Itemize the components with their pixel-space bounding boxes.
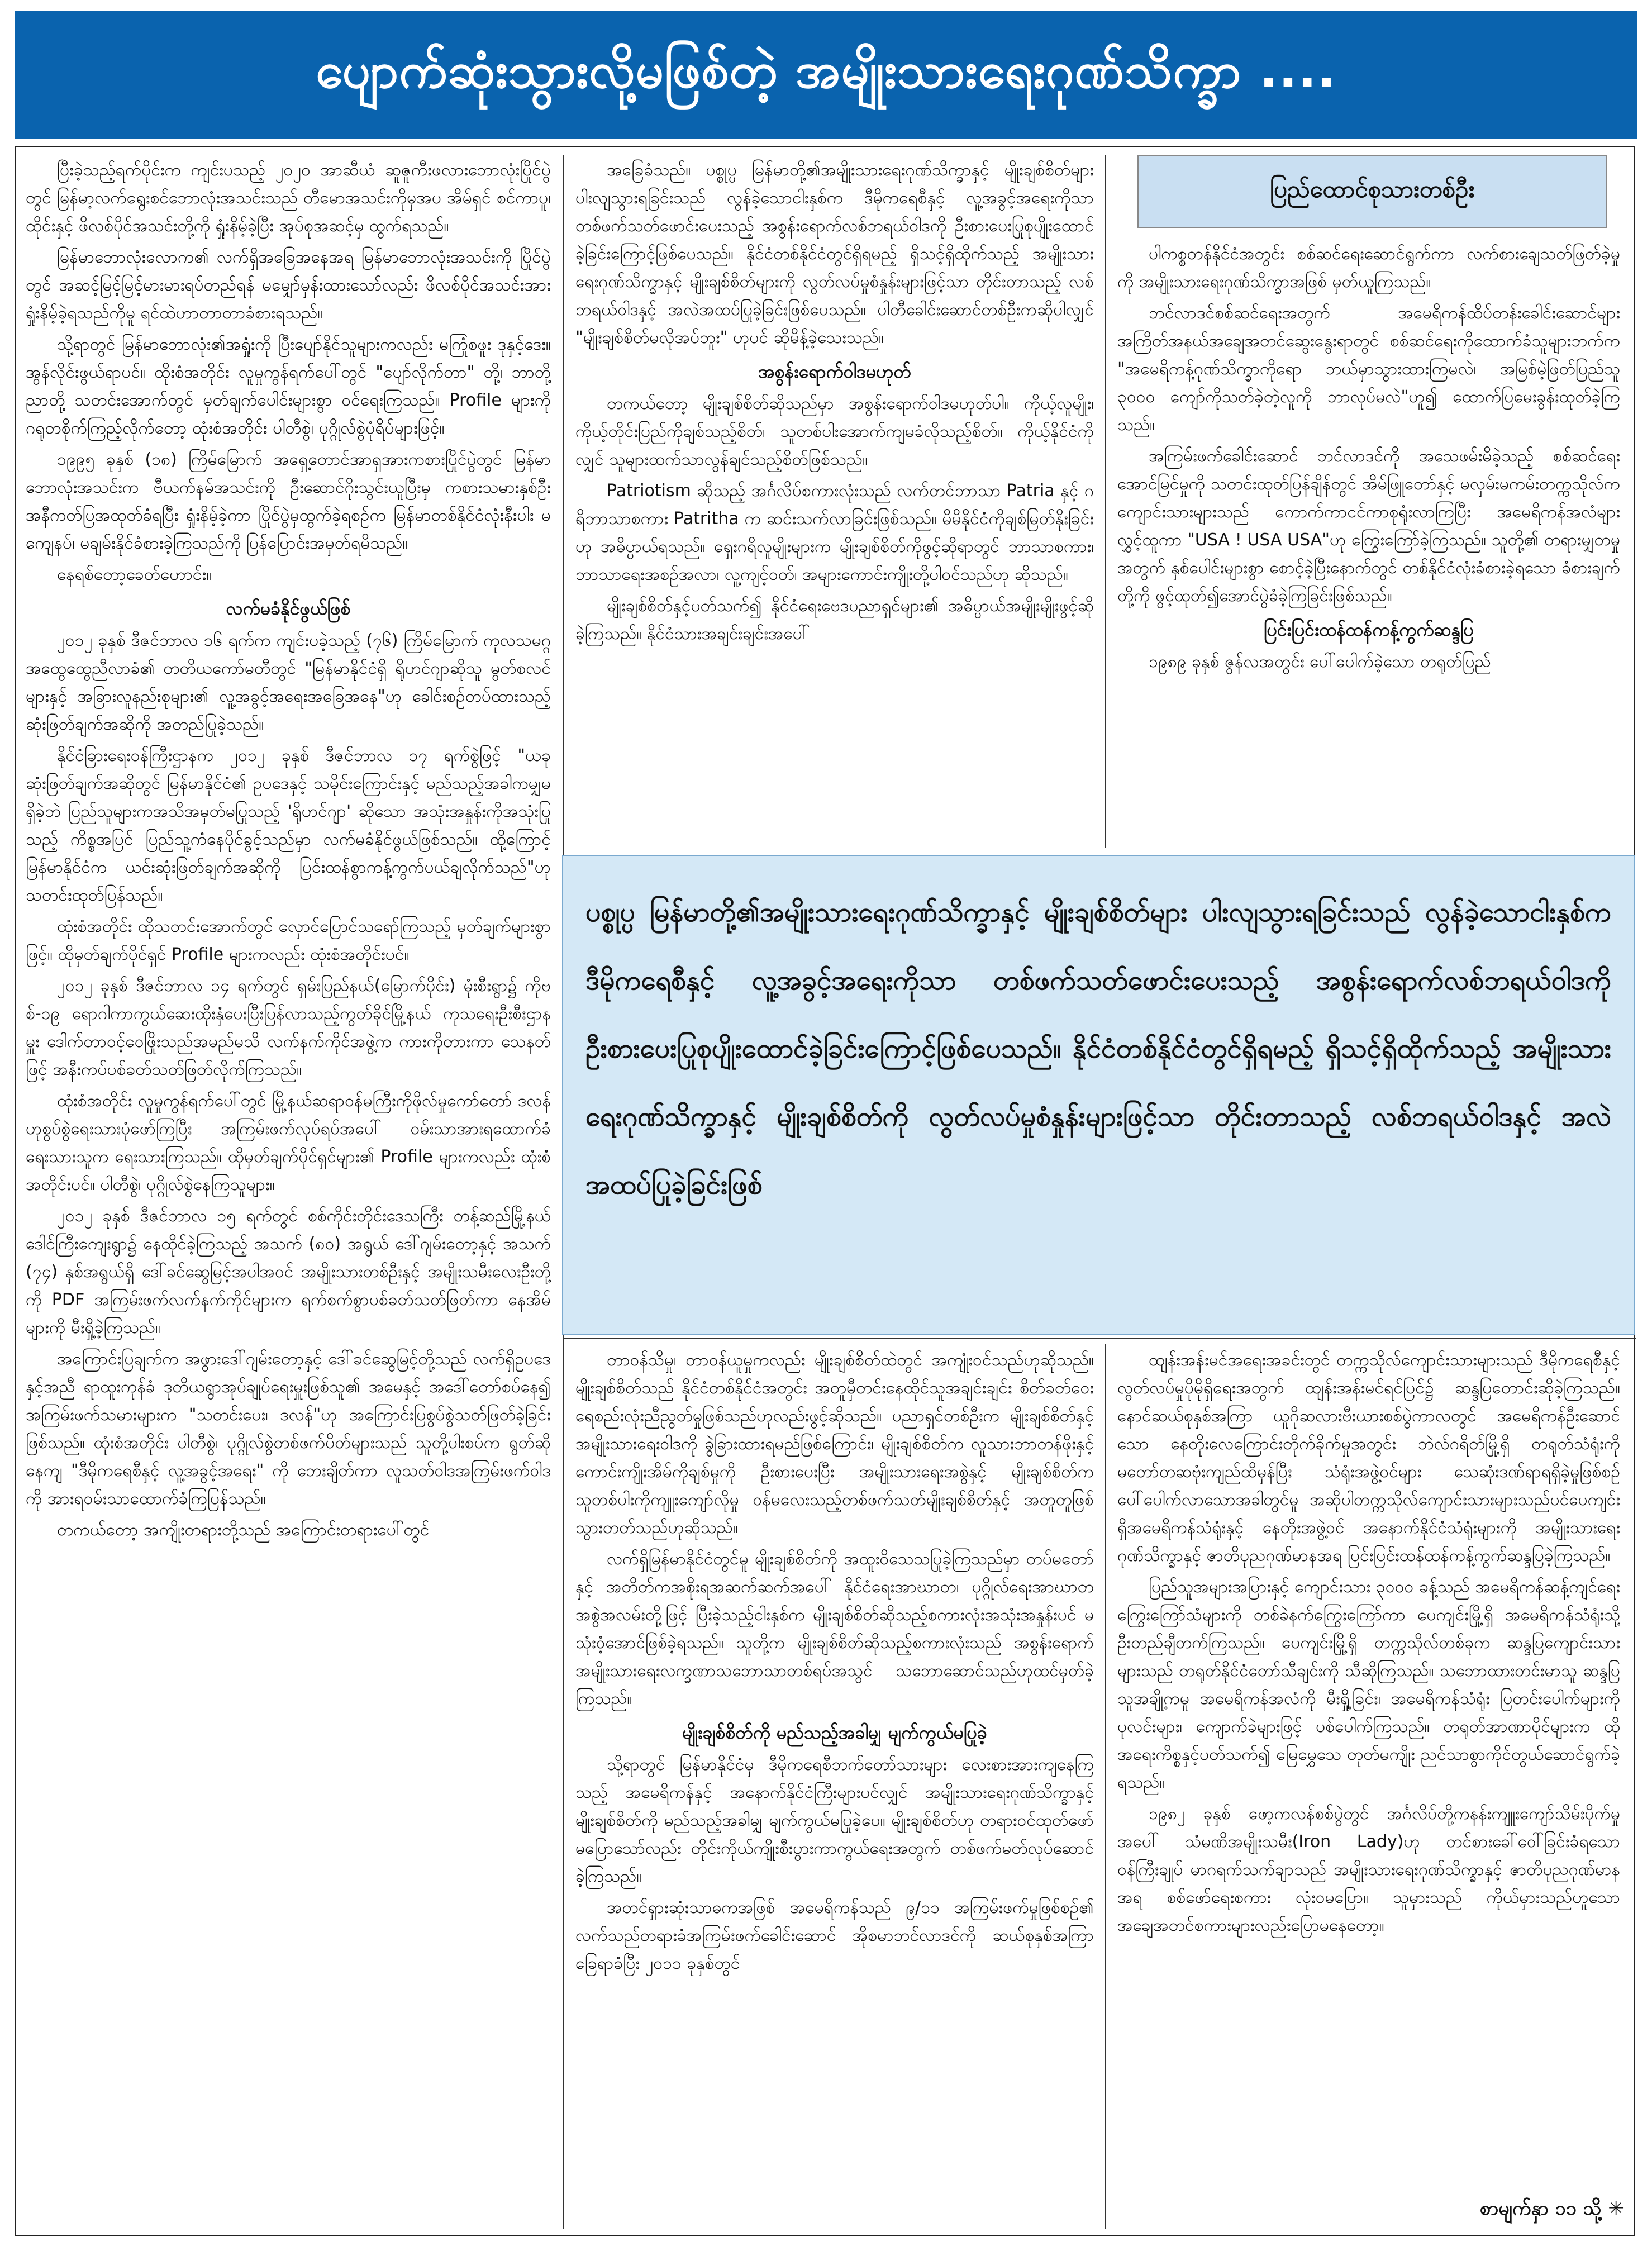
paragraph: ၂၀၁၂ ခုနှစ် ဒီဇင်ဘာလ ၁၆ ရက်က ကျင်းပခဲ့သည့် (၇၆) ကြိမ်မြောက် ကုလသမဂ္ဂအထွေထွေညီလာခံ၏ တတိယကော်မတီတွင် "မြန်မာနိုင်ငံရှိ ရိုဟင်ဂျာဆိုသူ မွတ်စလင်များနှင့် အခြားလူနည်းစုများ၏ လူ့အခွင့်အရေးအခြေအနေ"ဟု ခေါင်းစဉ်တပ်ထားသည့် ဆုံးဖြတ်ချက်အဆိုကို အတည်ပြုခဲ့သည်။ xyxy=(26,631,551,734)
subheading: မျိုးချစ်စိတ်ကို မည်သည့်အခါမျှ မျက်ကွယ်မပြုခဲ့ xyxy=(682,1722,987,1743)
subheading: အစွန်းရောက်ဝါဒမဟုတ် xyxy=(758,361,911,382)
paragraph: ၁၉၉၅ ခုနှစ် (၁၈) ကြိမ်မြောက် အရှေ့တောင်အာရှအားကစားပြိုင်ပွဲတွင် မြန်မာဘောလုံးအသင်းက ဗီယက်နမ်အသင်းကို ဦးဆောင်ဂိုးသွင်းယူပြီးမှ ကစားသမားနှစ်ဦး အနီကတ်ပြအထုတ်ခံရပြီး ရှုံးနိမ့်ခဲ့ကာ ပြိုင်ပွဲမှထွက်ခဲ့ရစဉ်က မြန်မာတစ်နိုင်ငံလုံးနီးပါး မကျေနပ်၊ မချမ်းနိုင်ခံစားခဲ့ကြသည်ကို ပြန်ပြောင်းအမှတ်ရမိသည်။ xyxy=(26,450,551,553)
paragraph: သို့ရာတွင် မြန်မာနိုင်ငံမှ ဒီမိုကရေစီဘက်တော်သားများ လေးစားအားကျနေကြသည့် အမေရိကန်နှင့် အနောက်နိုင်ငံကြီးများပင်လျှင် အမျိုးသားရေးဂုဏ်သိက္ခာနှင့် မျိုးချစ်စိတ်ကို မည်သည့်အခါမျှ မျက်ကွယ်မပြုခဲ့ပေ။ မျိုးချစ်စိတ်ဟု တရားဝင်ထုတ်ဖော်မပြောသော်လည်း တိုင်းကိုယ်ကျိုးစီးပွားကာကွယ်ရေးအတွက် တစ်ဖက်မတ်လုပ်ဆောင်ခဲ့ကြသည်။ xyxy=(575,1755,1094,1886)
column-divider xyxy=(1105,1344,1106,2229)
paragraph: မြန်မာဘောလုံးလောက၏ လက်ရှိအခြေအနေအရ မြန်မာဘောလုံးအသင်းကို ပြိုင်ပွဲတွင် အဆင့်မြင့်မြင့်မားမားရပ်တည်ရန် မမျှော်မှန်းထားသော်လည်း ဖိလစ်ပိုင်အသင်းအား ရှုံးနိမ့်ခဲ့ရသည်ကိုမူ ရင်ထဲဟာတာတာခံစားရသည်။ xyxy=(26,248,551,323)
headline-banner xyxy=(15,11,1637,139)
paragraph: အတင်ရှားဆုံးသာဓကအဖြစ် အမေရိကန်သည် ၉/၁၁ အကြမ်းဖက်မှုဖြစ်စဉ်၏ လက်သည်တရားခံအကြမ်းဖက်ခေါင်းဆောင် အိုစမာဘင်လာဒင်ကို ဆယ်စုနှစ်အကြာခြေရာခံပြီး ၂၀၁၁ ခုနှစ်တွင် xyxy=(575,1898,1094,1973)
paragraph: ထျန်းအန်းမင်အရေးအခင်းတွင် တက္ကသိုလ်ကျောင်းသားများသည် ဒီမိုကရေစီနှင့်လွတ်လပ်မှုပိုမိုရှိရေးအတွက် ထျန်းအန်းမင်ရင်ပြင်၌ ဆန္ဒပြတောင်းဆိုခဲ့ကြသည်။ နောင်ဆယ်စုနှစ်အကြာ ယူဂိုဆလားဗီးယားစစ်ပွဲကာလတွင် အမေရိကန်ဦးဆောင်သော နေတိုးလေကြောင်းတိုက်ခိုက်မှုအတွင်း ဘဲလ်ဂရိတ်မြို့ရှိ တရုတ်သံရုံးကိုမတော်တဆဗုံးကျည်ထိမှန်ပြီး သံရုံးအဖွဲ့ဝင်များ သေဆုံးဒဏ်ရာရရှိခဲ့မှုဖြစ်စဉ်ပေါ်ပေါက်လာသောအခါတွင်မူ အဆိုပါတက္ကသိုလ်ကျောင်းသားများသည်ပင်ပေကျင်းရှိအမေရိကန်သံရုံးနှင့် နေတိုးအဖွဲ့ဝင် အနောက်နိုင်ငံသံရုံးများကို အမျိုးသားရေးဂုဏ်သိက္ခာနှင့် ဇာတိပုညဂုဏ်မာနအရ ပြင်းပြင်းထန်ထန်ကန့်ကွက်ဆန္ဒပြခဲ့ကြသည်။ xyxy=(1117,1350,1620,1565)
column-3 xyxy=(1117,240,1620,847)
subheading: လက်မခံနိုင်ဖွယ်ဖြစ် xyxy=(226,598,351,619)
column-1 xyxy=(26,156,551,2229)
headline: ပျောက်ဆုံးသွားလို့မဖြစ်တဲ့ အမျိုးသားရေးဂုဏ်သိက္ခာ .... xyxy=(316,41,1336,99)
paragraph: ၂၀၁၂ ခုနှစ် ဒီဇင်ဘာလ ၁၅ ရက်တွင် စစ်ကိုင်းတိုင်းဒေသကြီး တန့်ဆည်မြို့နယ် ဒေါင်ကြီးကျေးရွာ၌ နေထိုင်ခဲ့ကြသည့် အသက် (၈၀) အရွယ် ဒေါ်ဂျမ်းတော့နှင့် အသက် (၇၄) နှစ်အရွယ်ရှိ ဒေါ်ခင်ဆွေမြင့်အပါအဝင် အမျိုးသားတစ်ဦးနှင့် အမျိုးသမီးလေးဦးတို့ကို PDF အကြမ်းဖက်လက်နက်ကိုင်များက ရက်စက်စွာပစ်ခတ်သတ်ဖြတ်ကာ နေအိမ်များကို မီးရှို့ခဲ့ကြသည်။ xyxy=(26,1206,551,1338)
paragraph: နိုင်ငံခြားရေးဝန်ကြီးဌာနက ၂၀၁၂ ခုနှစ် ဒီဇင်ဘာလ ၁၇ ရက်စွဲဖြင့် "ယခုဆုံးဖြတ်ချက်အဆိုတွင် မြန်မာနိုင်ငံ၏ ဥပဒေနှင့် သမိုင်းကြောင်းနှင့် မည်သည့်အခါကမျှမရှိခဲ့ဘဲ ပြည်သူများကအသိအမှတ်မပြုသည့် 'ရိုဟင်ဂျာ' ဆိုသော အသုံးအနှုန်းကိုအသုံးပြုသည့် ကိစ္စအပြင် ပြည်သူ့ကံနေပိုင်ခွင့်သည်မှာ လက်မခံနိုင်ဖွယ်ဖြစ်သည်။ ထို့ကြောင့် မြန်မာနိုင်ငံက ယင်းဆုံးဖြတ်ချက်အဆိုကို ပြင်းထန်စွာကန့်ကွက်ပယ်ချလိုက်သည်"ဟု သတင်းထုတ်ပြန်သည်။ xyxy=(26,746,551,905)
paragraph: တကယ်တော့ မျိုးချစ်စိတ်ဆိုသည်မှာ အစွန်းရောက်ဝါဒမဟုတ်ပါ။ ကိုယ့်လူမျိုး၊ ကိုယ့်တိုင်းပြည်ကိုချစ်သည့်စိတ်၊ သူတစ်ပါးအောက်ကျမခံလိုသည့်စိတ်။ ကိုယ့်နိုင်ငံကိုလျှင် သူများထက်သာလွန်ချင်သည့်စိတ်ဖြစ်သည်။ xyxy=(575,394,1094,469)
paragraph: ၁၉၈၂ ခုနှစ် ဖော့ကလန်စစ်ပွဲတွင် အင်္ဂလိပ်တို့ကနန်းကျူးကျော်သိမ်းပိုက်မှုအပေါ် သံမဏိအမျိုးသမီး(Iron Lady)ဟု တင်စားခေါ်ဝေါ်ခြင်းခံရသော ဝန်ကြီးချုပ် မာဂရက်သက်ချာသည် အမျိုးသားရေးဂုဏ်သိက္ခာနှင့် ဇာတိပုညဂုဏ်မာနအရ စစ်ဖော်ရေးစကား လုံးဝမပြော။ သူမှားသည် ကိုယ်မှားသည်ဟူသော အချေအတင်စကားများလည်းပြောမနေတော့။ xyxy=(1117,1804,1620,1935)
byline-box xyxy=(1137,155,1607,228)
pull-quote: ပစ္စုပ္ပ မြန်မာတို့၏အမျိုးသားရေးဂုဏ်သိက္ခာနှင့် မျိုးချစ်စိတ်များ ပါးလျသွားရခြင်းသည် လွန်ခဲ့သောငါးနှစ်က ဒီမိုကရေစီနှင့် လူ့အခွင့်အရေးကိုသာ တစ်ဖက်သတ်ဖောင်းပေးသည့် အစွန်းရောက်လစ်ဘရယ်ဝါဒကို ဦးစားပေးပြုစုပျိုးထောင်ခဲ့ခြင်းကြောင့်ဖြစ်ပေသည်။ နိုင်ငံတစ်နိုင်ငံတွင်ရှိရမည့် ရှိသင့်ရှိထိုက်သည့် အမျိုးသားရေးဂုဏ်သိက္ခာနှင့် မျိုးချစ်စိတ်ကို လွတ်လပ်မှုစံနှုန်းများဖြင့်သာ တိုင်းတာသည့် လစ်ဘရယ်ဝါဒနှင့် အလဲအထပ်ပြုခဲ့ခြင်းဖြစ် xyxy=(562,855,1635,1335)
column-4 xyxy=(575,1346,1094,2229)
continued-on-page: စာမျက်နှာ ၁၁ သို့ ✳ xyxy=(1480,2197,1624,2220)
paragraph: သို့ရာတွင် မြန်မာဘောလုံး၏အရှုံးကို ပြီးပျော်နိုင်သူများကလည်း မကြုံစဖူး ဒုနှင့်ဒေး။ အွန်လိုင်းဖွယ်ရာပင်။ ထိုးစံအတိုင်း လူမှုကွန်ရက်ပေါ်တွင် "ပျော်လိုက်တာ" တို့၊ ဘာတို့ညာတို့ သတင်းအောက်တွင် မှတ်ချက်ပေါင်းများစွာ ဝင်ရေးကြသည်။ Profile များကို ဂရုတစိုက်ကြည့်လိုက်တော့ ထုံးစံအတိုင်း ပါတီစွဲ၊ ပုဂ္ဂိုလ်စွဲပုံရိပ်များဖြင့်။ xyxy=(26,335,551,438)
byline: ပြည်ထောင်စုသားတစ်ဦး xyxy=(1269,175,1475,203)
paragraph: ပြည်သူအများအပြားနှင့် ကျောင်းသား ၃၀၀၀ ခန့်သည် အမေရိကန်ဆန့်ကျင်ရေး ကြွေးကြော်သံများကို တစ်ခဲနက်ကြွေးကြော်ကာ ပေကျင်းမြို့ရှိ အမေရိကန်သံရုံးသို့ ဦးတည်ချီတက်ကြသည်။ ပေကျင်းမြို့ရှိ တက္ကသိုလ်တစ်ခုက ဆန္ဒပြကျောင်းသားများသည် တရုတ်နိုင်ငံတော်သီချင်းကို သီဆိုကြသည်။ သဘောထားတင်းမာသူ ဆန္ဒပြသူအချို့ကမူ အမေရိကန်အလံကို မီးရှို့ခြင်း၊ အမေရိကန်သံရုံး ပြတင်းပေါက်များကို ပုလင်းများ၊ ကျောက်ခဲများဖြင့် ပစ်ပေါက်ကြသည်။ တရုတ်အာဏာပိုင်များက ထိုအရေးကိစ္စနှင့်ပတ်သက်၍ မြေမွှေသေ တုတ်မကျိုး ညင်သာစွာကိုင်တွယ်ဆောင်ရွက်ခဲ့ရသည်။ xyxy=(1117,1577,1620,1792)
paragraph: မျိုးချစ်စိတ်နှင့်ပတ်သက်၍ နိုင်ငံရေးဗေဒပညာရှင်များ၏ အဓိပ္ပာယ်အမျိုးမျိုးဖွင့်ဆိုခဲ့ကြသည်။ နိုင်ငံသားအချင်းချင်းအပေါ် xyxy=(575,596,1094,644)
paragraph: အကြောင်းပြချက်က အဖွားဒေါ်ဂျမ်းတော့နှင့် ဒေါ်ခင်ဆွေမြင့်တို့သည် လက်ရှိဥပဒေနှင့်အညီ ရာထူးကုန်ခံ ဒုတိယရွာအုပ်ချုပ်ရေးမှူးဖြစ်သူ၏ အမေနှင့် အဒေါ်တော်စပ်နေ၍ အကြမ်းဖက်သမားများက "သတင်းပေး၊ ဒလန်"ဟု အကြောင်းပြစွပ်စွဲသတ်ဖြတ်ခဲ့ခြင်းဖြစ်သည်။ ထုံးစံအတိုင်း ပါတီစွဲ၊ ပုဂ္ဂိုလ်စွဲတစ်ဖက်ပိတ်များသည် သူတို့ပါးစပ်က ရွတ်ဆိုနေကျ "ဒီမိုကရေစီနှင့် လူ့အခွင့်အရေး" ကို ဘေးချိတ်ကာ လူသတ်ဝါဒအကြမ်းဖက်ဝါဒကို အားရဝမ်းသာထောက်ခံကြပြန်သည်။ xyxy=(26,1349,551,1508)
column-2 xyxy=(575,156,1094,847)
paragraph: ထုံးစံအတိုင်း ထိုသတင်းအောက်တွင် လှောင်ပြောင်သရော်ကြသည့် မှတ်ချက်များစွာဖြင့်။ ထိုမှတ်ချက်ပိုင်ရှင် Profile များကလည်း ထုံးစံအတိုင်းပင်။ xyxy=(26,917,551,964)
paragraph: ပါကစ္စတန်နိုင်ငံအတွင်း စစ်ဆင်ရေးဆောင်ရွက်ကာ လက်စားချေသတ်ဖြတ်ခဲ့မှုကို အမျိုးသားရေးဂုဏ်သိက္ခာအဖြစ် မှတ်ယူကြသည်။ xyxy=(1117,244,1620,292)
subheading: ပြင်းပြင်းထန်ထန်ကန့်ကွက်ဆန္ဒပြ xyxy=(1264,619,1474,640)
column-divider xyxy=(1105,155,1106,848)
paragraph: တာဝန်သိမှု၊ တာဝန်ယူမှုကလည်း မျိုးချစ်စိတ်ထဲတွင် အကျုံးဝင်သည်ဟုဆိုသည်။ မျိုးချစ်စိတ်သည် နိုင်ငံတစ်နိုင်ငံအတွင်း အတူမှီတင်းနေထိုင်သူအချင်းချင်း စိတ်ခတ်ဝေးရေစည်းလုံးညီညွတ်မှုဖြစ်သည်ဟုလည်းဖွင့်ဆိုသည်။ ပညာရှင်တစ်ဦးက မျိုးချစ်စိတ်နှင့် အမျိုးသားရေးဝါဒကို ခွဲခြားထားရမည်ဖြစ်ကြောင်း၊ မျိုးချစ်စိတ်က လူသားဘာတန်ဖိုးနှင့် ကောင်းကျိုးအိမ်ကိုချစ်မှုကို ဦးစားပေးပြီး အမျိုးသားရေးအစွဲနှင့် မျိုးချစ်စိတ်က သူတစ်ပါးကိုကျူးကျော်လိုမှု ဝန်မလေးသည့်တစ်ဖက်သတ်မျိုးချစ်စိတ်နှင့် အတူတူဖြစ်သွားတတ်သည်ဟုဆိုသည်။ xyxy=(575,1350,1094,1538)
paragraph: အကြမ်းဖက်ခေါင်းဆောင် ဘင်လာဒင်ကို အသေဖမ်းမိခဲ့သည့် စစ်ဆင်ရေးအောင်မြင်မှုကို သတင်းထုတ်ပြန်ချိန်တွင် အိမ်ဖြူတော်နှင့် မလှမ်းမကမ်းတက္ကသိုလ်က ကျောင်းသားများသည် ကောက်ကာငင်ကာစုရုံးလာကြပြီး အမေရိကန်အလံများ လွှင့်ထူကာ "USA ! USA USA"ဟု ကြွေးကြော်ခဲ့ကြသည်။ သူတို့၏ တရားမျှတမှုအတွက် နှစ်ပေါင်းများစွာ စောင့်ခဲ့ပြီးနောက်တွင် တစ်နိုင်ငံလုံးခံစားခဲ့ရသော ခံစားချက်တို့ကို ဖွင့်ထုတ်၍အောင်ပွဲခံခဲ့ကြခြင်းဖြစ်သည်။ xyxy=(1117,446,1620,606)
paragraph: တကယ်တော့ အကျိုးတရားတို့သည် အကြောင်းတရားပေါ်တွင် xyxy=(57,1520,430,1540)
paragraph: ဘင်လာဒင်စစ်ဆင်ရေးအတွက် အမေရိကန်ထိပ်တန်းခေါင်းဆောင်များ အကြိတ်အနယ်အချေအတင်ဆွေးနွေးရာတွင် စစ်ဆင်ရေးကိုထောက်ခံသူများဘက်က "အမေရိကန့်ဂုဏ်သိက္ခာကိုရော ဘယ်မှာသွားထားကြမလဲ၊ အမြစ်မဲ့ဖြတ်ပြည်သူ ၃၀၀၀ ကျော်ကိုသတ်ခဲ့တဲ့လူကို ဘာလုပ်မလဲ"ဟူ၍ ထောက်ပြမေးခွန်းထုတ်ခဲ့ကြသည်။ xyxy=(1117,303,1620,435)
paragraph: အခြေခံသည်။ ပစ္စုပ္ပ မြန်မာတို့၏အမျိုးသားရေးဂုဏ်သိက္ခာနှင့် မျိုးချစ်စိတ်များ ပါးလျသွားရခြင်းသည် လွန်ခဲ့သောငါးနှစ်က ဒီမိုကရေစီနှင့် လူ့အခွင့်အရေးကိုသာ တစ်ဖက်သတ်ဖောင်းပေးသည့် အစွန်းရောက်လစ်ဘရယ်ဝါဒကို ဦးစားပေးပြုစုပျိုးထောင်ခဲ့ခြင်းကြောင့်ဖြစ်ပေသည်။ နိုင်ငံတစ်နိုင်ငံတွင်ရှိရမည့် ရှိသင့်ရှိထိုက်သည့် အမျိုးသားရေးဂုဏ်သိက္ခာနှင့် မျိုးချစ်စိတ်များကို လွတ်လပ်မှုစံနှုန်းများဖြင့်သာ တိုင်းတာသည့် လစ်ဘရယ်ဝါဒနှင့် အလဲအထပ်ပြုခဲ့ခြင်းဖြစ်ပေသည်။ ပါတီခေါင်းဆောင်တစ်ဦးကဆိုပါလျှင် "မျိုးချစ်စိတ်မလိုအပ်ဘူး" ဟုပင် ဆိုမိန့်ခဲ့သေးသည်။ xyxy=(575,160,1094,348)
paragraph: လက်ရှိမြန်မာနိုင်ငံတွင်မူ မျိုးချစ်စိတ်ကို အထူးဝိသေသပြုခဲ့ကြသည်မှာ တပ်မတော်နှင့် အတိတ်ကအစိုးရအဆက်ဆက်အပေါ် နိုင်ငံရေးအာဃာတ၊ ပုဂ္ဂိုလ်ရေးအာဃာတအစွဲအလမ်းတို့ဖြင့် ပြီးခဲ့သည့်ငါးနှစ်က မျိုးချစ်စိတ်ဆိုသည့်စကားလုံးအသုံးအနှုန်းပင် မသုံးဝံ့အောင်ဖြစ်ခဲ့ရသည်။ သူတို့က မျိုးချစ်စိတ်ဆိုသည့်စကားလုံးသည် အစွန်းရောက်အမျိုးသားရေးလက္ခဏာသဘောသာတစ်ရပ်အသွင် သဘောဆောင်သည်ဟုထင်မှတ်ခဲ့ကြသည်။ xyxy=(575,1549,1094,1709)
paragraph: ၁၉၈၉ ခုနှစ် ဇွန်လအတွင်း ပေါ်ပေါက်ခဲ့သော တရုတ်ပြည် xyxy=(1149,652,1491,672)
section-divider xyxy=(563,1338,1636,1339)
paragraph: ပြီးခဲ့သည့်ရက်ပိုင်းက ကျင်းပသည့် ၂၀၂၀ အာဆီယံ ဆူဇူကီးဖလားဘောလုံးပြိုင်ပွဲတွင် မြန်မာ့လက်ရွေးစင်ဘောလုံးအသင်းသည် တီမောအသင်းကိုမှအပ အိမ်ရှင် စင်ကာပူ၊ ထိုင်းနှင့် ဖိလစ်ပိုင်အသင်းတို့ကို ရှုံးနိမ့်ခဲ့ပြီး အုပ်စုအဆင့်မှ ထွက်ရသည်။ xyxy=(26,160,551,236)
paragraph: နေရစ်တော့ခေတ်ဟောင်း။ xyxy=(57,565,212,584)
paragraph: Patriotism ဆိုသည့် အင်္ဂလိပ်စကားလုံးသည် လက်တင်ဘာသာ Patria နှင့် ဂရိဘာသာစကား Patritha က ဆင်းသက်လာခြင်းဖြစ်သည်။ မိမိနိုင်ငံကိုချစ်မြတ်နိုးခြင်းဟု အဓိပ္ပာယ်ရသည်။ ရှေးဂရိလူမျိုးများက မျိုးချစ်စိတ်ကိုဖွင့်ဆိုရာတွင် ဘာသာစကား၊ ဘာသာရေးအစဉ်အလာ၊ လူ့ကျင့်ဝတ်၊ အများကောင်းကျိုးတို့ပါဝင်သည်ဟု ဆိုသည်။ xyxy=(575,481,1094,584)
paragraph: ထုံးစံအတိုင်း လူမှုကွန်ရက်ပေါ်တွင် မြို့နယ်ဆရာဝန်မကြီးကိုဖိုလ်မှုကော်တော် ဒလန်ဟုစွပ်စွဲရေးသားပုံဖော်ကြပြီး အကြမ်းဖက်လုပ်ရပ်အပေါ် ဝမ်းသာအားရထောက်ခံရေးသားသူက ရေးသားကြသည်။ ထိုမှတ်ချက်ပိုင်ရှင်များ၏ Profile များကလည်း ထုံးစံအတိုင်းပင်။ ပါတီစွဲ၊ ပုဂ္ဂိုလ်စွဲနေကြသူများ။ xyxy=(26,1091,551,1194)
paragraph: ၂၀၁၂ ခုနှစ် ဒီဇင်ဘာလ ၁၄ ရက်တွင် ရှမ်းပြည်နယ်(မြောက်ပိုင်း) မုံးစီးရွာ၌ ကိုဗစ်-၁၉ ရောဂါကာကွယ်ဆေးထိုးနှံပေးပြီးပြန်လာသည့်ကွတ်ခိုင်မြို့နယ် ကုသရေးဦးစီးဌာနမှူး ဒေါက်တာဝင့်ဝေဖြိုးသည်အမည်မသိ လက်နက်ကိုင်အဖွဲ့က ကားကိုတားကာ သေနတ်ဖြင့် အနီးကပ်ပစ်ခတ်သတ်ဖြတ်လိုက်ကြသည်။ xyxy=(26,976,551,1079)
column-5 xyxy=(1117,1346,1620,2201)
